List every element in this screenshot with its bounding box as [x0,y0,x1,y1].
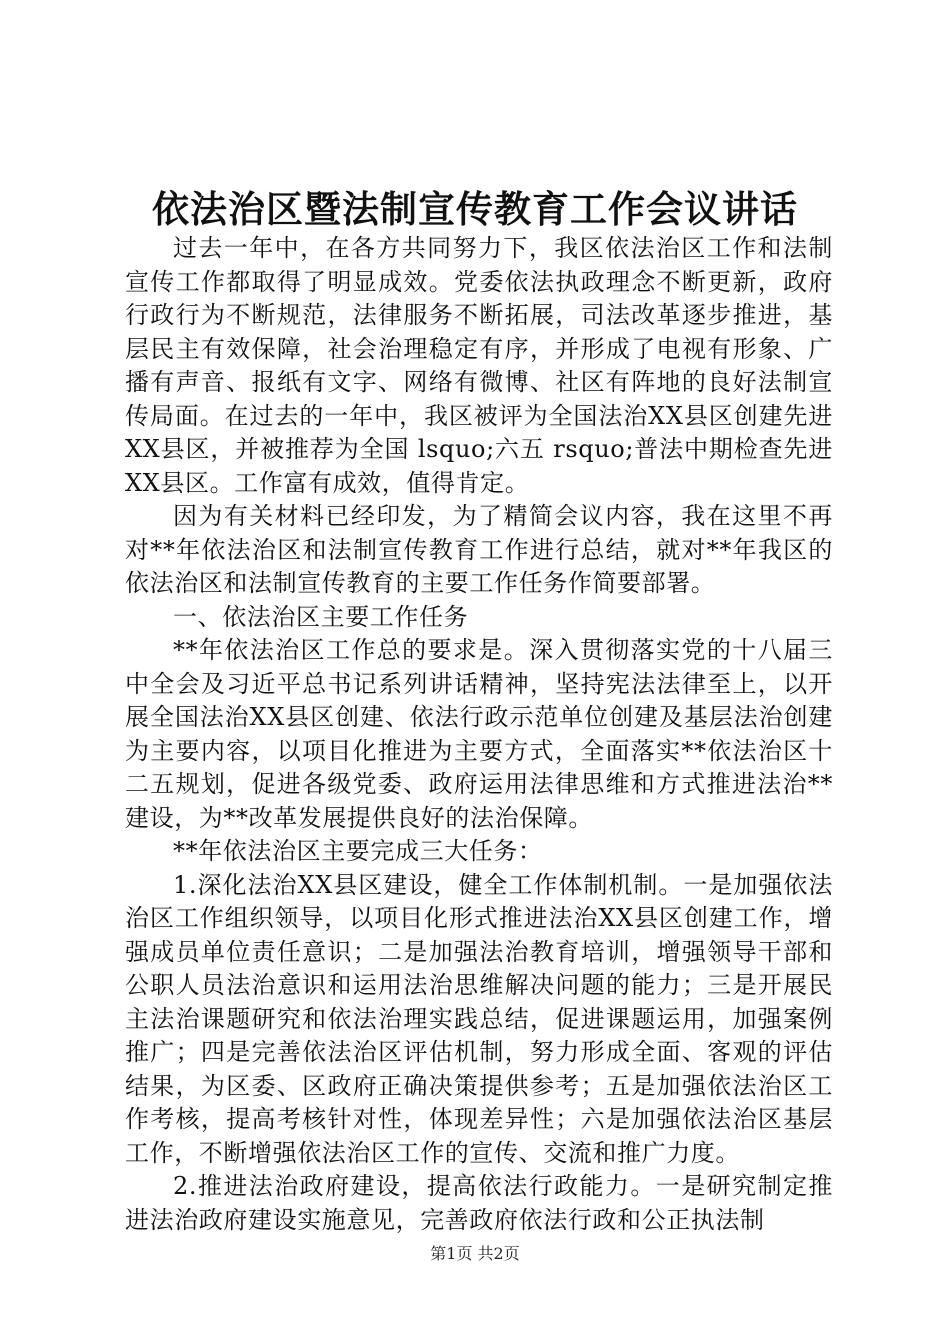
paragraph-requirements: **年依法治区工作总的要求是。深入贯彻落实党的十八届三中全会及习近平总书记系列讲话精神，坚持宪法法律至上，以开展全国法治XX县区创建、依法行政示范单位创建及基层法治创建为主要内容，以项目化推进为主要方式，全面落实**依法治区十二五规划，促进各级党委、政府运用法律思维和方式推进法治**建设，为**改革发展提供良好的法治保障。 [125,636,833,832]
page-footer: 第1页 共2页 [430,1244,520,1263]
paragraph-scope: 因为有关材料已经印发，为了精简会议内容，我在这里不再对**年依法治区和法制宣传教育工作进行总结，就对**年我区的依法治区和法制宣传教育的主要工作任务作简要部署。 [125,502,833,597]
paragraph-task-2: 2.推进法治政府建设，提高依法行政能力。一是研究制定推进法治政府建设实施意见，完善政府依法行政和公正执法制 [125,1172,833,1234]
document-title: 依法治区暨法制宣传教育工作会议讲话 [152,188,798,231]
section-heading-1: 一、依法治区主要工作任务 [173,602,469,631]
paragraph-review: 过去一年中，在各方共同努力下，我区依法治区工作和法制宣传工作都取得了明显成效。党委依法执政理念不断更新，政府行政行为不断规范，法律服务不断拓展，司法改革逐步推进，基层民主有效保障，社会治理稳定有序，并形成了电视有形象、广播有声音、报纸有文字、网络有微博、社区有阵地的良好法制宣传局面。在过去的一年中，我区被评为全国法治XX县区创建先进XX县区，并被推荐为全国 lsquo;六五 rsquo;普法中期检查先进XX县区。工作富有成效，值得肯定。 [125,234,833,497]
document-body [125,232,833,1237]
paragraph-task-1: 1.深化法治XX县区建设，健全工作体制机制。一是加强依法治区工作组织领导，以项目化形式推进法治XX县区创建工作，增强成员单位责任意识；二是加强法治教育培训，增强领导干部和公职人员法治意识和运用法治思维解决问题的能力；三是开展民主法治课题研究和依法治理实践总结，促进课题运用，加强案例推广；四是完善依法治区评估机制，努力形成全面、客观的评估结果，为区委、区政府正确决策提供参考；五是加强依法治区工作考核，提高考核针对性，体现差异性；六是加强依法治区基层工作，不断增强依法治区工作的宣传、交流和推广力度。 [125,870,833,1167]
paragraph-tasks-intro: **年依法治区主要完成三大任务： [173,837,543,865]
